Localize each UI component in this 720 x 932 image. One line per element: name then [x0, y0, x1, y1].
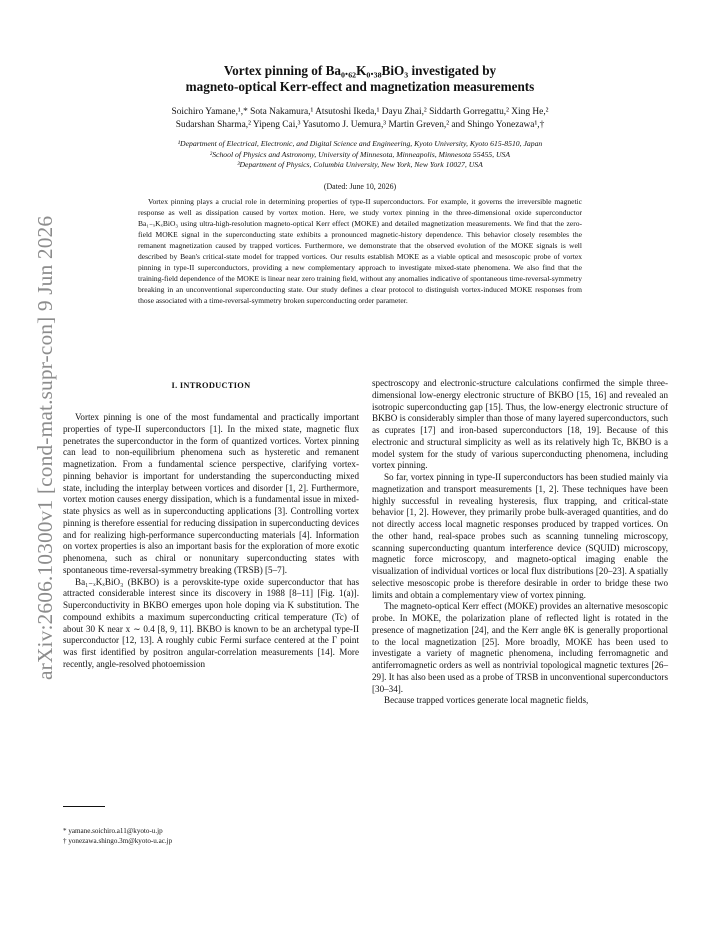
intro-paragraph-1: Vortex pinning is one of the most fundamental and practically important properties of type-II superconductors [1]. In the mixed state, magnetic flux penetrates the superconductor in the form of quantized vortices. Vortex pinning can lead to non-equilibrium phenomena such as hysteretic and remanent magnetization. From a fundamental science perspective, clarifying vortex-pinning behavior is important for understanding the superconducting mixed state, including the interplay between vortices and disorder [1, 2]. Furthermore, vortex motion causes energy dissipation, which is a fundamental issue in mixed-state physics as well as in superconducting applications [3]. Controlling vortex pinning is therefore essential for reducing dissipation in superconducting devices and for realizing high-performance superconducting materials [4]. Information on vortex properties is also an important basis for the exploration of more exotic phenomena, such as chiral or nonunitary superconducting states with spontaneous time-reversal-symmetry breaking (TRSB) [5–7].: [63, 412, 359, 575]
affiliation-3: ³Department of Physics, Columbia University, New York, New York 10027, USA: [237, 160, 483, 170]
affiliation-1: ¹Department of Electrical, Electronic, and Digital Science and Engineering, Kyoto University, Kyoto 615-8510, Japan: [177, 139, 543, 148]
left-column: [63, 380, 359, 671]
paper-title: [60, 63, 660, 95]
intro-paragraph-5: The magneto-optical Kerr effect (MOKE) provides an alternative mesoscopic probe. In MOKE, the polarization plane of reflected light is rotated in the presence of magnetization [24], and the Kerr angle θK is generally proportional to the local magnetization [25]. More broadly, MOKE has been used to investigate a variety of magnetic phenomena, including ferromagnetic and antiferromagnetic orders as well as nontrivial topological magnetic textures [26–29]. It has also been used as a probe of TRSB in unconventional superconductors [30–34].: [372, 601, 668, 694]
authors-line-1: Soichiro Yamane,¹,* Sota Nakamura,¹ Atsutoshi Ikeda,¹ Dayu Zhai,² Siddarth Gorregattu,² Xing He,²: [171, 107, 549, 117]
affiliations: [60, 139, 660, 171]
dated-line: (Dated: June 10, 2026): [323, 182, 397, 191]
abstract-text: Vortex pinning plays a crucial role in determining properties of type-II superconductors. For example, it governs the irreversible magnetic response as well as dissipation caused by vortex motion. Here, we study vortex pinning in the three-dimensional oxide superconductor Ba₁₋ₓKₓBiO₃ using ultra-high-resolution magneto-optical Kerr effect (MOKE) and detailed magnetization measurements. We find that the zero-field MOKE signal in the superconducting state exhibits a pronounced magnetic-history dependence. This behavior closely resembles the remanent magnetization caused by trapped vortices. Furthermore, we demonstrate that the observed evolution of the MOKE signals is well described by Bean's critical-state model for trapped vortices. Our results establish MOKE as a viable optical and mesoscopic probe of vortex pinning in type-II superconductors, providing a new complementary approach to investigate mixed-state phenomena. We also find that the training-field dependence of the MOKE is linear near zero training field, without any anomalies indicative of spontaneous time-reversal-symmetry breaking in an unconventional superconducting state. Our study defines a clear protocol to distinguish vortex-induced MOKE responses from those associated with a time-reversal-symmetry broken superconducting order parameter.: [138, 197, 582, 305]
arxiv-identifier: arXiv:2606.10300v1 [cond-mat.supr-con] 9 Jun 2026: [33, 215, 57, 680]
author-list: [60, 106, 660, 132]
intro-paragraph-2: Ba₁₋ₓKₓBiO₃ (BKBO) is a perovskite-type oxide superconductor that has attracted considerable interest since its discovery in 1988 [8–11] [Fig. 1(a)]. Superconductivity in BKBO emerges upon hole doping via K substitution. The compound exhibits a maximum superconducting critical temperature (Tc) of about 30 K near x ∼ 0.4 [8, 9, 11]. BKBO is known to be an archetypal type-II superconductor [12, 13]. A roughly cubic Fermi surface centered at the Γ point was first identified by positron angular-correlation measurements [14]. More recently, angle-resolved photoemission: [63, 576, 359, 669]
abstract: [138, 197, 582, 307]
section-heading-introduction: I. INTRODUCTION: [171, 381, 251, 390]
intro-paragraph-6: Because trapped vortices generate local magnetic fields,: [384, 695, 589, 706]
arxiv-sidebar: [15, 200, 57, 680]
intro-paragraph-3: spectroscopy and electronic-structure calculations confirmed the simple three-dimensional low-energy electronic structure of BKBO [15, 16] and revealed an isotropic superconducting gap [15]. Thus, the low-energy electronic structure of BKBO is considerably simpler than those of many layered superconductors, such as cuprates [17] and iron-based superconductors [18, 19]. Because of this electronic and structural simplicity as well as its relatively high Tc, BKBO is a model system for the study of various superconducting phenomena, including vortex pinning.: [372, 378, 668, 471]
intro-paragraph-4: So far, vortex pinning in type-II superconductors has been studied mainly via magnetization and transport measurements [1, 2]. These techniques have been highly successful in revealing hysteresis, flux trapping, and critical-state behavior [1, 2]. However, they primarily probe bulk-averaged quantities, and do not directly access local magnetic responses produced by trapped vortices. On the other hand, real-space probes such as scanning tunneling microscopy, scanning superconducting quantum interference device (SQUID) microscopy, magnetic force microscopy, and magneto-optical imaging enable the visualization of individual vortices or local flux distributions [20–23]. A spatially selective mesoscopic probe is therefore desirable in order to bridge these two limits and obtain a complementary view of vortex pinning.: [372, 472, 668, 600]
title-line-1: Vortex pinning of Ba₀.₆₂K₀.₃₈BiO₃ investigated by: [223, 63, 497, 78]
footnotes: [63, 826, 359, 846]
footnote-divider: [63, 806, 105, 807]
right-column: [372, 378, 668, 707]
footnote-corresponding-2: † yonezawa.shingo.3m@kyoto-u.ac.jp: [63, 837, 173, 846]
footnote-corresponding-1: * yamane.soichiro.a11@kyoto-u.jp: [63, 827, 163, 835]
authors-line-2: Sudarshan Sharma,² Yipeng Cai,³ Yasutomo J. Uemura,³ Martin Greven,² and Shingo Yonezawa¹,†: [175, 120, 545, 130]
title-line-2: magneto-optical Kerr-effect and magnetization measurements: [185, 79, 535, 94]
affiliation-2: ²School of Physics and Astronomy, University of Minnesota, Minneapolis, Minnesota 55455, USA: [209, 149, 511, 159]
